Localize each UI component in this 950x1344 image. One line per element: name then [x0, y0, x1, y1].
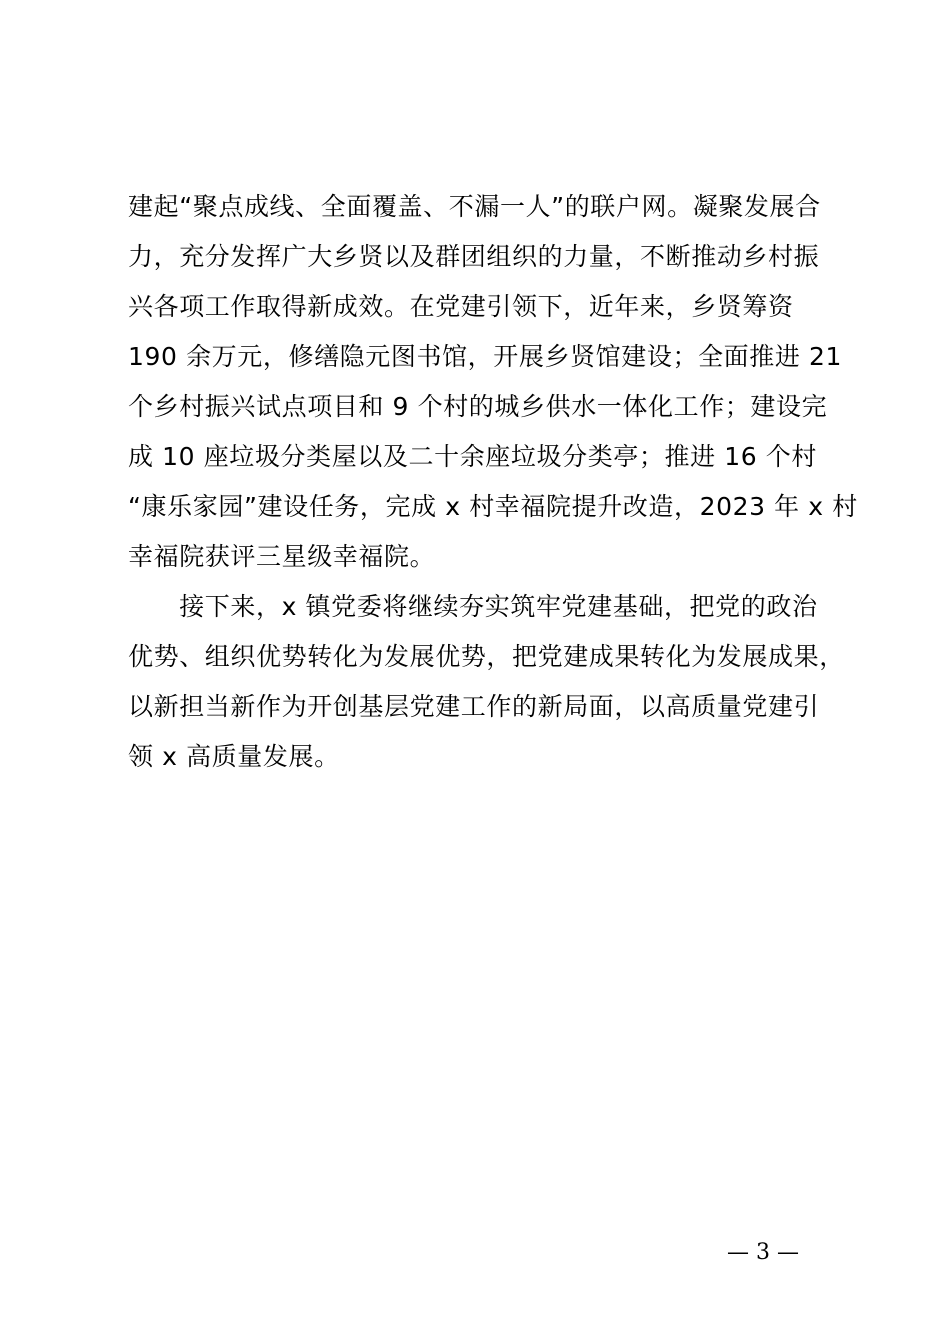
page-number: — 3 — [727, 1240, 799, 1265]
text-line-8: 幸福院获评三星级幸福院。 [128, 542, 436, 571]
text-line-3: 兴各项工作取得新成效。在党建引领下，近年来，乡贤筹资 [128, 292, 794, 321]
text-line-7: “康乐家园”建设任务，完成 x 村幸福院提升改造，2023 年 x 村 [128, 492, 858, 521]
text-line-10: 优势、组织优势转化为发展优势，把党建成果转化为发展成果， [128, 642, 845, 671]
text-line-2: 力，充分发挥广大乡贤以及群团组织的力量，不断推动乡村振 [128, 242, 820, 271]
text-line-5: 个乡村振兴试点项目和 9 个村的城乡供水一体化工作；建设完 [128, 392, 828, 421]
text-line-4: 190 余万元，修缮隐元图书馆，开展乡贤馆建设；全面推进 21 [128, 342, 843, 371]
body-text [128, 182, 858, 782]
text-line-12: 领 x 高质量发展。 [128, 742, 340, 771]
text-line-1: 建起“聚点成线、全面覆盖、不漏一人”的联户网。凝聚发展合 [128, 192, 821, 221]
text-line-6: 成 10 座垃圾分类屋以及二十余座垃圾分类亭；推进 16 个村 [128, 442, 818, 471]
text-line-9: 接下来，x 镇党委将继续夯实筑牢党建基础，把党的政治 [128, 592, 818, 621]
text-line-11: 以新担当新作为开创基层党建工作的新局面，以高质量党建引 [128, 692, 820, 721]
